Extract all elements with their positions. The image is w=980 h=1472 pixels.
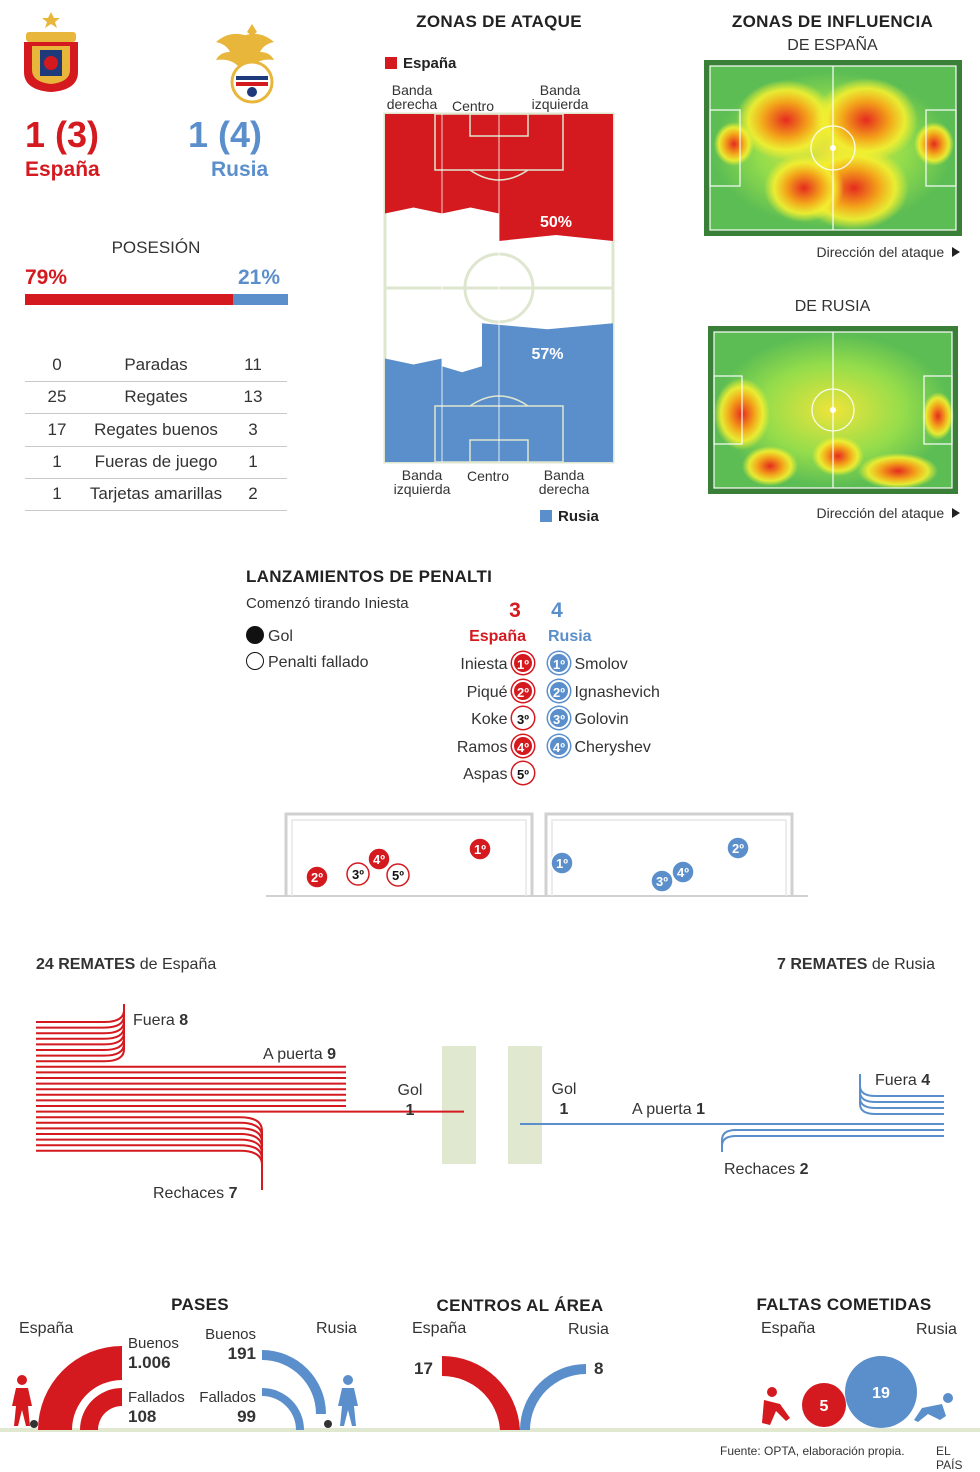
spain-zone-value: 25% xyxy=(454,214,487,231)
crosses-spain-value: 17 xyxy=(414,1359,433,1378)
russia-name: Rusia xyxy=(211,158,269,181)
russia-zone-value: 18% xyxy=(445,346,479,363)
penalty-taker: Cheryshev xyxy=(574,738,651,756)
stat-spain: 1 xyxy=(52,484,62,504)
russia-crest-icon xyxy=(212,20,292,106)
shots-spain-total: 24 REMATES xyxy=(36,956,136,973)
legend-miss xyxy=(246,652,369,672)
russia-shot-blocked xyxy=(722,1130,944,1146)
russia-heatmap xyxy=(708,326,958,494)
penalty-spain-row xyxy=(420,735,534,757)
penalties-subtitle: Comenzó tirando Iniesta xyxy=(246,595,409,612)
penalty-taker: Piqué xyxy=(466,683,508,701)
spain-penalty-mark-label: 1º xyxy=(474,842,486,857)
spain-attack-direction xyxy=(700,244,960,260)
stat-spain: 1 xyxy=(52,451,62,471)
crosses-spain-arc xyxy=(442,1356,520,1430)
russia-penalty-mark-label: 1º xyxy=(556,856,568,871)
shots-russia-title xyxy=(700,956,935,974)
passes-spain-bad-label: Fallados xyxy=(128,1389,185,1406)
penalties-title: LANZAMIENTOS DE PENALTI xyxy=(246,567,493,586)
footer-source: Fuente: OPTA, elaboración propia. xyxy=(720,1444,905,1458)
stats-row xyxy=(25,414,287,447)
legend-russia-label: Rusia xyxy=(558,508,599,525)
russia-blocked-value: 2 xyxy=(799,1161,809,1178)
russia-off-label: Fuera xyxy=(875,1072,917,1089)
spain-blocked-label: Rechaces xyxy=(153,1185,225,1202)
fouls-spain: España xyxy=(761,1320,816,1337)
legend-goal-label: Gol xyxy=(268,628,293,645)
penalty-order-badge: 1º xyxy=(512,652,534,674)
shots-spain-of: de España xyxy=(135,956,217,973)
penalty-russia-row xyxy=(548,735,651,757)
spain-zone-value: 25% xyxy=(397,214,430,231)
stats-row xyxy=(25,381,287,414)
legend-spain-swatch xyxy=(385,57,397,69)
crosses-spain: España xyxy=(412,1320,467,1337)
penalty-spain-row xyxy=(420,680,534,702)
influence-spain-subtitle: DE ESPAÑA xyxy=(787,37,878,54)
stat-spain: 0 xyxy=(52,355,62,374)
stat-spain: 25 xyxy=(47,387,67,407)
penalty-spain-row xyxy=(420,762,534,784)
penalty-order-badge: 1º xyxy=(548,652,570,674)
passes-spain-good-label: Buenos xyxy=(128,1335,179,1352)
russia-on-value: 1 xyxy=(696,1101,705,1118)
miss-dot-icon xyxy=(246,652,264,670)
attack-zones-title: ZONAS DE ATAQUE xyxy=(416,12,582,31)
spain-on-value: 9 xyxy=(327,1046,336,1063)
crosses-russia-value: 8 xyxy=(594,1359,604,1378)
zone-bottom-label-1: Banda izquierda xyxy=(393,467,451,497)
spain-zone-bar xyxy=(385,114,442,214)
spain-shot-off xyxy=(36,1004,124,1022)
bottom-charts xyxy=(0,1330,980,1440)
stat-russia: 3 xyxy=(248,419,258,439)
shots-russia-of: de Rusia xyxy=(867,956,935,973)
stat-label: Tarjetas amarillas xyxy=(89,484,223,504)
russia-score: 1 (4) xyxy=(188,114,263,155)
passes-spain: España xyxy=(19,1320,74,1337)
penalties-russia-total: 4 xyxy=(551,599,563,622)
penalty-taker: Aspas xyxy=(463,766,508,783)
penalty-order-badge: 5º xyxy=(512,762,534,784)
penalty-spain-row xyxy=(420,652,534,674)
stat-russia: 2 xyxy=(248,484,258,504)
legend-russia-swatch xyxy=(540,510,552,522)
possession-title: POSESIÓN xyxy=(111,238,201,257)
spain-penalty-mark-label: 4º xyxy=(373,852,385,867)
footer-brand: EL PAÍS xyxy=(936,1444,963,1472)
penalty-order-badge: 3º xyxy=(512,707,534,729)
spain-penalty-mark-label: 3º xyxy=(352,867,364,882)
spain-goal xyxy=(390,1081,430,1121)
penalty-order-badge: 2º xyxy=(548,680,570,702)
russia-zone-bar xyxy=(442,366,482,462)
russia-on-target xyxy=(632,1101,705,1119)
crosses-russia-arc xyxy=(520,1364,586,1430)
arrow-right-icon xyxy=(952,508,960,518)
spain-goal-label: Gol xyxy=(397,1082,423,1099)
russia-blocked xyxy=(724,1161,809,1179)
legend-spain xyxy=(385,55,456,72)
russia-shot-blocked xyxy=(722,1136,944,1152)
russia-penalty-mark-label: 3º xyxy=(656,874,668,889)
penalty-order-badge: 3º xyxy=(548,707,570,729)
stat-spain: 17 xyxy=(47,419,67,439)
spain-blocked xyxy=(153,1185,238,1203)
passes-russia-bad: 99 xyxy=(237,1407,256,1426)
spain-off-value: 8 xyxy=(179,1012,189,1029)
spain-blocked-value: 7 xyxy=(228,1185,238,1202)
possession-bar xyxy=(25,294,288,305)
russia-penalty-mark-label: 2º xyxy=(732,841,744,856)
russia-zone-value: 25% xyxy=(397,346,430,363)
russia-off-target xyxy=(875,1072,930,1090)
attack-zones-pitch xyxy=(380,110,620,466)
passes-spain-bad: 108 xyxy=(128,1407,157,1426)
crosses-russia: Rusia xyxy=(568,1321,609,1338)
russia-attack-direction-label: Dirección del ataque xyxy=(816,505,945,521)
spain-name: España xyxy=(25,158,100,181)
spain-penalty-mark-label: 5º xyxy=(392,868,404,883)
penalty-spain-row xyxy=(420,707,534,729)
passes-spain-good: 1.006 xyxy=(128,1353,171,1372)
legend-spain-label: España xyxy=(403,55,457,72)
penalty-taker: Iniesta xyxy=(460,656,508,673)
spain-score: 1 (3) xyxy=(25,114,100,155)
stat-label: Regates xyxy=(124,387,188,407)
russia-blocked-label: Rechaces xyxy=(724,1161,796,1178)
spain-player-icon xyxy=(12,1375,38,1428)
stat-russia: 1 xyxy=(248,451,258,471)
penalty-russia-row xyxy=(548,680,660,702)
stats-row xyxy=(25,446,287,479)
stat-russia: 13 xyxy=(243,387,263,407)
spain-off-target xyxy=(133,1012,188,1030)
spain-shot-off xyxy=(36,1004,124,1028)
fouls-spain-value: 5 xyxy=(819,1398,829,1415)
fouls-russia: Rusia xyxy=(916,1321,957,1338)
penalty-order-badge: 4º xyxy=(548,735,570,757)
penalty-taker: Ramos xyxy=(456,738,508,756)
russia-goal xyxy=(546,1080,582,1120)
russia-goal-value: 1 xyxy=(559,1101,569,1118)
zone-top-label-2: Centro xyxy=(451,98,495,114)
passes-title: PASES xyxy=(171,1295,229,1314)
legend-russia xyxy=(540,508,599,525)
spain-goal-value: 1 xyxy=(405,1102,415,1119)
possession-bar-spain xyxy=(25,294,233,305)
zone-top-label-3: Banda izquierda xyxy=(531,82,589,112)
arrow-right-icon xyxy=(952,247,960,257)
spain-on-label: A puerta xyxy=(263,1046,323,1063)
penalties-spain-total: 3 xyxy=(509,599,521,622)
spain-off-label: Fuera xyxy=(133,1012,175,1029)
stats-row xyxy=(25,478,287,511)
russia-on-label: A puerta xyxy=(632,1101,692,1118)
spain-shot-off xyxy=(36,1004,124,1033)
penalty-taker: Smolov xyxy=(574,656,628,673)
zone-bottom-label-3: Banda derecha xyxy=(538,467,590,497)
influence-russia-subtitle: DE RUSIA xyxy=(794,298,871,315)
spain-attack-direction-label: Dirección del ataque xyxy=(816,244,945,260)
russia-attack-direction xyxy=(700,505,960,521)
shots-russia-total: 7 REMATES xyxy=(777,956,868,973)
penalties-spain-label: España xyxy=(469,628,526,645)
spain-zone-value: 50% xyxy=(539,214,573,231)
penalty-taker: Koke xyxy=(471,711,508,728)
penalty-goals xyxy=(266,808,808,900)
spain-shot-off xyxy=(36,1004,124,1056)
russia-falling-player-icon xyxy=(914,1393,953,1422)
spain-penalty-mark-label: 2º xyxy=(311,870,323,885)
legend-miss-label: Penalti fallado xyxy=(268,654,369,671)
passes-russia: Rusia xyxy=(316,1320,357,1337)
penalty-taker: Golovin xyxy=(574,711,629,728)
passes-russia-bad-label: Fallados xyxy=(199,1389,256,1406)
goal-dot-icon xyxy=(246,626,264,644)
russia-player-icon xyxy=(324,1375,358,1428)
possession-russia: 21% xyxy=(238,266,281,289)
russia-zone-bar xyxy=(482,323,613,462)
possession-spain: 79% xyxy=(25,266,68,289)
penalty-taker: Ignashevich xyxy=(574,683,660,701)
passes-russia-good-label: Buenos xyxy=(205,1326,256,1343)
zone-top-label-1: Banda derecha xyxy=(386,82,438,112)
stat-label: Fueras de juego xyxy=(94,451,218,471)
penalty-russia-row xyxy=(548,707,629,729)
stat-label: Regates buenos xyxy=(94,419,218,439)
spain-tackling-player-icon xyxy=(762,1387,790,1425)
stats-row xyxy=(25,349,287,382)
crosses-title: CENTROS AL ÁREA xyxy=(436,1296,604,1315)
stat-russia: 11 xyxy=(244,355,262,374)
fouls-russia-value: 19 xyxy=(872,1385,890,1402)
passes-spain-good-arc xyxy=(38,1346,122,1430)
passes-russia-good: 191 xyxy=(227,1344,256,1363)
fouls-title: FALTAS COMETIDAS xyxy=(756,1295,932,1314)
zone-bottom-label-2: Centro xyxy=(466,468,510,484)
spain-on-target xyxy=(263,1046,336,1064)
influence-title: ZONAS DE INFLUENCIA xyxy=(731,12,934,31)
stat-label: Paradas xyxy=(124,355,188,374)
russia-zone-value: 57% xyxy=(531,346,564,363)
penalty-order-badge: 4º xyxy=(512,735,534,757)
passes-russia-bad-arc xyxy=(262,1388,304,1430)
russia-goal-label: Gol xyxy=(551,1081,577,1098)
spain-crest-icon xyxy=(18,10,84,94)
legend-goal xyxy=(246,626,293,646)
penalty-russia-row xyxy=(548,652,628,674)
russia-zone-bar xyxy=(385,359,442,463)
spain-heatmap xyxy=(704,60,962,236)
russia-penalty-mark-label: 4º xyxy=(677,865,689,880)
penalty-order-badge: 2º xyxy=(512,680,534,702)
russia-off-value: 4 xyxy=(921,1072,931,1089)
shots-spain-title xyxy=(36,956,216,974)
penalties-russia-label: Rusia xyxy=(548,628,592,645)
